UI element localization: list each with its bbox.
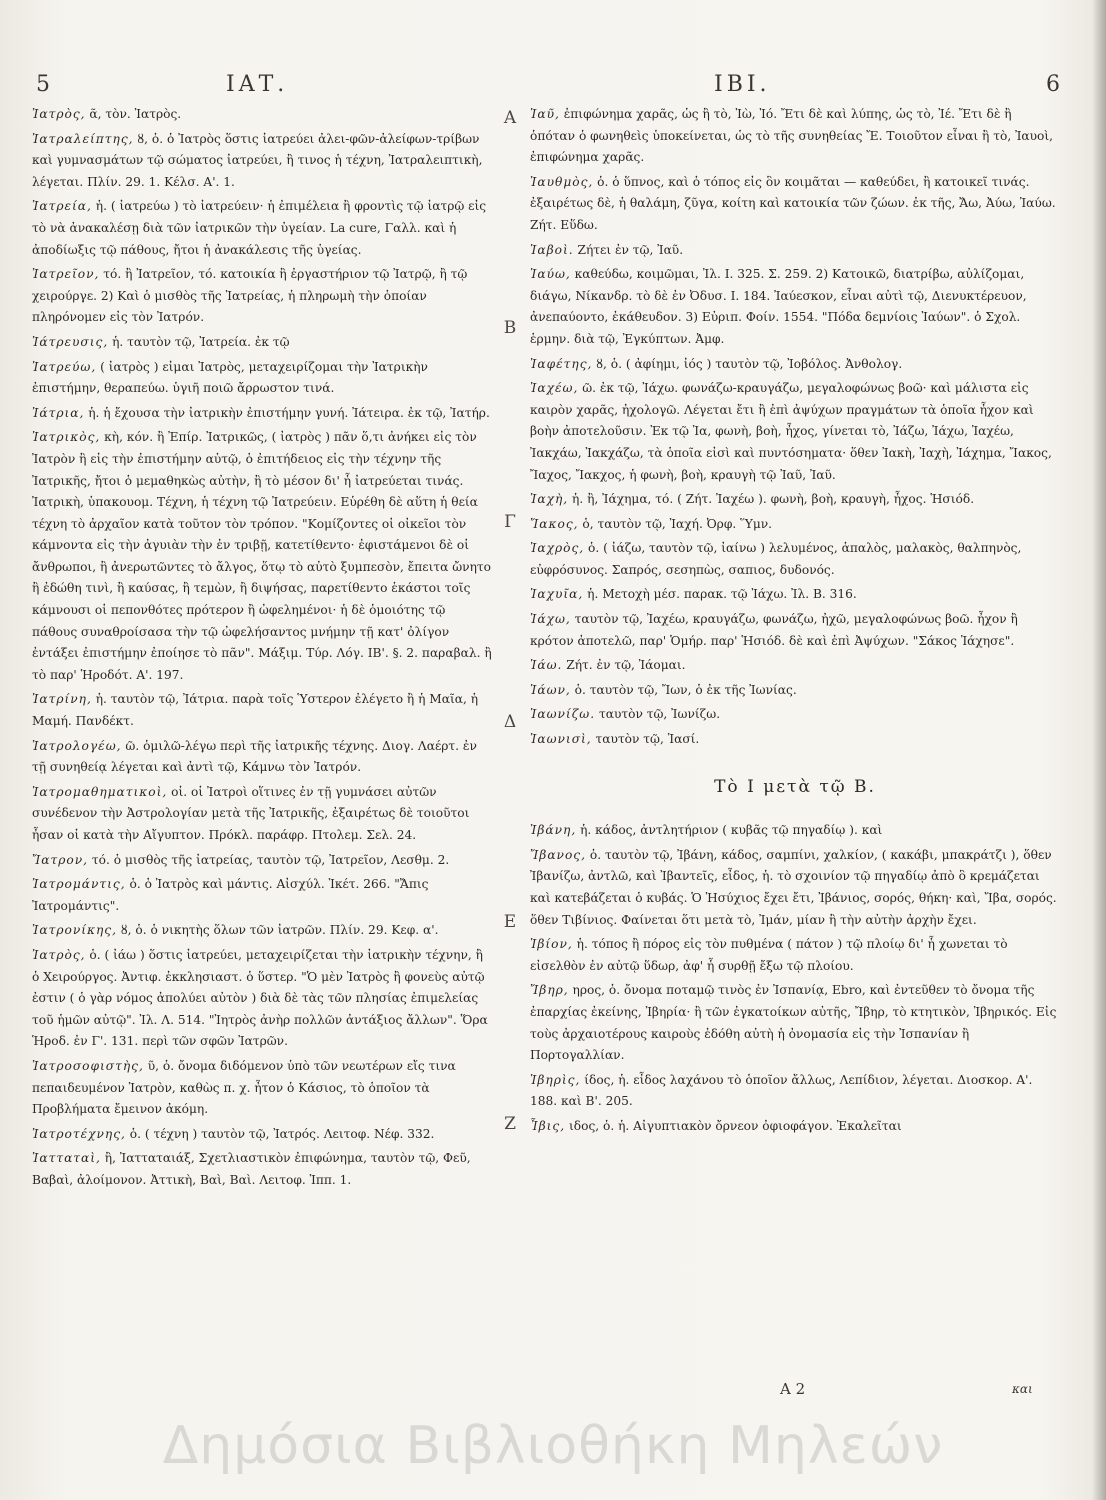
dictionary-entry [530, 104, 1060, 169]
library-watermark: Δημόσια Βιβλιοθήκη Μηλεών [162, 1416, 944, 1476]
entry-headword: Ἰάχω, [530, 612, 571, 627]
entry-headword: Ἰβάνη, [530, 823, 577, 838]
dictionary-entry [32, 1148, 494, 1191]
entry-definition: κὴ, κόν. ἢ Ἐπίρ. Ἰατρικῶς, ( ἰατρὸς ) πᾶν ὅ,τι ἀνήκει εἰς τὸν Ἰατρὸν ἢ εἰς τὴν ἐπιστήμην αὐτῷ, ὁ ἐπιτήδειος εἰς τὴν τέχνην τῆς Ἰατρικῆς, ἤτοι ὁ μεμαθηκὼς αὐτὴν, ἢ τὸ μέσον δι' ἧ ἰατρεύεται τινάς. Ἰατρικὴ, ὑπακουομ. Τέχνη, ἡ τέχνη τῷ Ἰατρεύειν. Εὑρέθη δὲ αὕτη ἡ θεία τέχνη τὸ ἀρχαῖον κατὰ τοῦτον τὸν τρόπον. "Κομίζοντες οἱ οἰκεῖοι τὸν κάμνοντα εἰς τὴν ἀγυιὰν τὴν ἐν τριβῇ, κατετίθεντο· ἐφιστάμενοι δὲ οἱ ἄνθρωποι, ἢ ἀνερωτῶντες τὸ ἄλγος, ὅτῳ τὸ αὐτὸ ξυμπεσὸν, ἔπειτα ὤνητο ἢ ἐδώθη τινὶ, ἢ καύσας, ἢ τεμὼν, ἢ διψήσας, παρετίθεντο ἑκάστοι τοῖς κάμνουσι οἱ πεπονθότες πρότερον ἢ ὠφελημένοι· ἡ δὲ ὁμοιότης τῷ πάθους συναθροίσασα τὴν τῷ ὠφελήσαντος μνήμην τῇ κατ' ὀλίγον ἐντάξει ἐπιστήμην ἐποίησε τὸ πᾶν". Μάξιμ. Τύρ. Λόγ. ΙΒ'. §. 2. παραβαλ. ἢ τὸ παρ' Ἡροδότ. Α'. 197. [32, 430, 492, 682]
entry-definition: ( ἰατρὸς ) εἰμαι Ἰατρὸς, μεταχειρίζομαι τὴν Ἰατρικὴν ἐπιστήμην, θεραπεύω. ὑγιῆ ποιῶ ἄρρωστον τινά. [32, 359, 428, 396]
entry-headword: Ἰάτρια, [32, 405, 85, 420]
dictionary-entry [530, 1116, 1060, 1138]
entry-headword: Ἰατρικὸς, [32, 430, 101, 445]
entry-headword: Ἴακος, [530, 516, 579, 531]
entry-headword: Ἰατταταὶ, [32, 1151, 101, 1166]
entry-definition: ἡ. ἢ, Ἰάχημα, τό. ( Ζήτ. Ἰαχέω ). φωνὴ, βοὴ, κραυγὴ, ἦχος. Ἡσιόδ. [568, 492, 975, 507]
entry-definition: ἢ, Ἰατταταιάξ, Σχετλιαστικὸν ἐπιφώνημα, ταυτὸν τῷ, Φεῦ, Βαβαὶ, ἀλοίμονον. Ἀττικὴ, Βαὶ, Βαὶ. Λειτοφ. Ἱππ. 1. [32, 1151, 471, 1187]
entry-headword: Ἰάτρευσις, [32, 334, 109, 349]
entry-headword: Ἰβίον, [530, 937, 573, 952]
dictionary-entry [32, 736, 494, 779]
right-section-entries-block [530, 820, 1060, 1137]
entry-definition: ἡ. κάδος, ἀντλητήριον ( κυβᾶς τῷ πηγαδίῳ ). καὶ [576, 823, 883, 838]
margin-letter-g: Γ [504, 512, 516, 532]
entry-definition: ȣ, ὁ. ὁ νικητὴς ὅλων τῶν ἰατρῶν. Πλίν. 29. Κεφ. α'. [117, 923, 439, 938]
entry-headword: Ἰβηρὶς, [530, 1072, 581, 1087]
dictionary-entry [32, 782, 494, 847]
entry-definition: ȣ, ὁ. ὁ Ἰατρὸς ὅστις ἰατρεύει ἀλει-φῶν-ἀλείφων-τρίβων καὶ γυμνασμάτων τῷ σώματος ἰατρεύει, ἢ τινος ἡ τέχνη, Ἰατραλειπτικὴ, λέγεται. Πλίν. 29. 1. Κέλσ. Α'. 1. [32, 131, 483, 189]
entry-definition: ὁ, ταυτὸν τῷ, Ἰαχή. Ὀρφ. Ὕμν. [578, 516, 773, 531]
entry-definition: ἐπιφώνημα χαρᾶς, ὡς ἢ τὸ, Ἰὼ, Ἰό. Ἔτι δὲ καὶ λύπης, ὡς τὸ, Ἰέ. Ἔτι δὲ ἢ ὁπόταν ὁ φωνηθεὶς ὑποκείνεται, ὡς τὸ τῆς συνηθείας Ἔ. Τοιοῦτον εἶναι ἢ τὸ, Ἰαυοὶ, ἐπιφώνημα χαρᾶς. [530, 107, 1054, 165]
catchword: και [1012, 1382, 1033, 1396]
dictionary-entry [530, 609, 1060, 652]
dictionary-entry [530, 264, 1060, 350]
entry-definition: ιδος, ὁ. ἡ. Αἰγυπτιακὸν ὄρνεον ὀφιοφάγον. Ἐκαλεῖται [565, 1118, 902, 1133]
dictionary-entry [530, 378, 1060, 486]
entry-definition: Ζήτ. ἐν τῷ, Ἰάομαι. [562, 658, 686, 673]
right-running-head: ΙΒΙ. [714, 72, 771, 97]
dictionary-entry [32, 1056, 494, 1121]
entry-definition: ἡ. τόπος ἢ πόρος εἰς τὸν πυθμένα ( πάτον ) τῷ πλοίῳ δι' ἧ χωνεται τὸ εἰσελθὸν ἐν αὐτῷ ὕδωρ, ἀφ' ἧ συρθῇ ἔξω τῷ πλοίου. [530, 937, 1008, 973]
entry-headword: Ἰατροτέχνης, [32, 1126, 126, 1141]
dictionary-entry [530, 820, 1060, 842]
margin-letter-d: Δ [503, 712, 517, 732]
entry-headword: Ἶβις, [530, 1118, 566, 1133]
entry-headword: Ἰαχυῖα, [530, 587, 584, 602]
dictionary-entry [32, 264, 494, 329]
entry-headword: Ἰαβοὶ. [530, 242, 574, 257]
dictionary-entry [530, 514, 1060, 536]
entry-definition: Ζήτει ἐν τῷ, Ἰαῦ. [573, 242, 684, 257]
entry-definition: ταυτὸν τῷ, Ἰωνίζω. [595, 707, 721, 722]
entry-definition: ἡ. ἡ ἔχουσα τὴν ἰατρικὴν ἐπιστήμην γυνή. Ἰάτειρα. ἐκ τῷ, Ἰατήρ. [84, 405, 490, 420]
dictionary-entry [32, 357, 494, 400]
entry-headword: Ἰατρομάντις, [32, 877, 126, 892]
entry-definition: ἡ. ( ἰατρεύω ) τὸ ἰατρεύειν· ἡ ἐπιμέλεια ἢ φροντὶς τῷ ἰατρῷ εἰς τὸ νὰ ἀνακαλέσῃ διὰ τῶν ἰατρικῶν τὴν ὑγείαν. La cure, Γαλλ. καὶ ἡ ἀποδίωξις τῷ πάθους, ἤτοι ἡ ἀνακάλεσις τῆς ὑγείας. [32, 199, 487, 257]
dictionary-entry [32, 689, 494, 732]
entry-headword: Ἰατρεύω, [32, 359, 97, 374]
margin-letter-e: Ε [503, 912, 517, 932]
entry-definition: ἡ. ταυτὸν τῷ, Ἰατρεία. ἐκ τῷ [108, 334, 290, 349]
entry-headword: Ἴβανος, [530, 847, 586, 862]
dictionary-entry [32, 427, 494, 686]
left-running-head: ΙΑΤ. [226, 72, 289, 97]
entry-headword: Ἰατρομαθηματικοὶ, [32, 784, 168, 799]
entry-headword: Ἰατραλείπτης, [32, 131, 134, 146]
entry-definition: ὁ. ( ἰάζω, ταυτὸν τῷ, ἰαίνω ) λελυμένος, ἁπαλὸς, μαλακὸς, θαλπηνὸς, εὐφρόσυνος. Σαπρός, σεσηπὼς, σαπιος, δυδονός. [530, 541, 1022, 577]
dictionary-entry [530, 980, 1060, 1066]
entry-headword: Ἰατροσοφιστὴς, [32, 1058, 144, 1073]
left-column [32, 104, 494, 1382]
entry-definition: ῶ. ἐκ τῷ, Ἰάχω. φωνάζω-κραυγάζω, μεγαλοφώνως βοῶ· καὶ μάλιστα εἰς καιρὸν χαρᾶς, ἠχολογῶ. Λέγεται ἔτι ἢ ἐπὶ ἀψύχων πραγμάτων τὰ ὁποῖα ἦχον καὶ βοὴν ἀποτελοῦσιν. Ἐκ τῷ Ἰα, φωνὴ, βοὴ, ἦχος, γίνεται τὸ, Ἰάζω, Ἰάχω, Ἰαχέω, Ἰακχάω, Ἰακχάζω, τὰ ὁποῖα εἰσὶ καὶ πυντόσηματα· ὅθεν Ἰακὴ, Ἰαχὴ, Ἰάχημα, Ἴακος, Ἴαχος, Ἴακχος, ἡ φωνὴ, βοὴ, κραυγὴ τῷ Ἰαῦ, Ἰαῦ. [530, 381, 1052, 482]
entry-headword: Ἰάων, [530, 682, 571, 697]
right-entries-block [530, 104, 1060, 751]
entry-headword: Ἰαφέτης, [530, 356, 593, 371]
entry-headword: Ἰαχὴ, [530, 492, 569, 507]
entry-definition: οἱ. οἱ Ἰατροὶ οἵτινες ἐν τῇ γυμνάσει αὐτῶν συνέδενον τὴν Ἀστρολογίαν μετὰ τῆς Ἰατρικῆς, ἐξαιρέτως δὲ τοιοῦτοι ἦσαν οἱ κατὰ τὴν Αἴγυπτον. Πρόκλ. παράφρ. Πτολεμ. Σελ. 24. [32, 784, 470, 842]
entry-definition: ἡ. ταυτὸν τῷ, Ἰάτρια. παρὰ τοῖς Ὑστερον ἐλέγετο ἢ ἡ Μαῖα, ἡ Μαμή. Πανδέκτ. [32, 692, 479, 729]
entry-definition: τό. ἢ Ἰατρεῖον, τό. κατοικία ἢ ἐργαστήριον τῷ Ἰατρῷ, ἢ τῷ χειρούργε. 2) Καὶ ὁ μισθὸς τῆς Ἰατρείας, ἡ πληρωμὴ τὴν ὁποίαν πληρόνομεν εἰς τὸν Ἰατρόν. [32, 267, 468, 325]
entry-headword: Ἰαῦ, [530, 107, 560, 121]
entry-definition: τό. ὁ μισθὸς τῆς ἰατρείας, ταυτὸν τῷ, Ἰατρεῖον, Λεσθμ. 2. [88, 852, 450, 867]
dictionary-entry [32, 403, 494, 425]
section-heading: Τὸ Ι μετὰ τῷ Β. [714, 776, 876, 797]
margin-letter-a: Α [503, 108, 517, 128]
entry-headword: Ἰατρὸς, [32, 107, 86, 121]
entry-definition: ἡ. Μετοχὴ μέσ. παρακ. τῷ Ἰάχω. Ἰλ. Β. 316. [583, 587, 857, 602]
dictionary-entry [32, 945, 494, 1053]
dictionary-entry [32, 196, 494, 261]
dictionary-entry [530, 680, 1060, 702]
entry-definition: ὁ. ὁ Ἰατρὸς καὶ μάντις. Αἰσχύλ. Ἱκέτ. 266. "Ἄπις Ἰατρομάντις". [32, 877, 429, 913]
entry-definition: ηρος, ὁ. ὄνομα ποταμῷ τινὸς ἐν Ἰσπανίᾳ, Ebro, καὶ ἐντεῦθεν τὸ ὄνομα τῆς ἐπαρχίας ἐκείνης, Ἰβηρία· ἢ τῶν ἐγκατοίκων αὐτῆς, Ἴβηρ, τὸ κτητικὸν, Ἰβηρικός. Εἰς τοὺς ἀρχαιοτέρους καιροὺς ἐδόθη αὐτὴ ἡ ὀνομασία εἰς τὴν Ἰσπανίαν ἢ Πορτογαλλίαν. [530, 983, 1057, 1063]
entry-headword: Ἰαωνισὶ, [530, 732, 592, 747]
entry-headword: Ἰατρονίκης, [32, 923, 118, 938]
entry-headword: Ἰατρὸς, [32, 947, 86, 962]
entry-definition: ὁ. ( τέχνη ) ταυτὸν τῷ, Ἰατρός. Λειτοφ. Νέφ. 332. [125, 1126, 435, 1141]
dictionary-entry [32, 104, 494, 126]
dictionary-entry [32, 874, 494, 917]
entry-headword: Ἰατρολογέω, [32, 738, 122, 753]
dictionary-entry [530, 704, 1060, 726]
entry-definition: ὁ. ὁ ὕπνος, καὶ ὁ τόπος εἰς ὃν κοιμᾶται — καθεύδει, ἢ κατοικεῖ τινάς. ἐξαιρέτως δὲ, ἡ θαλάμη, ζῦγα, κοίτη καὶ κατοικία τῶν ζώων. ἐκ τῆς, Ἄω, Ἀύω, Ἰαύω. Ζήτ. Εὕδω. [530, 174, 1056, 232]
right-column [530, 104, 1060, 1382]
entry-headword: Ἰαωνίζω. [530, 707, 596, 722]
dictionary-entry [32, 920, 494, 942]
dictionary-entry [530, 845, 1060, 931]
margin-letter-b: Β [503, 318, 517, 338]
dictionary-entry [530, 934, 1060, 977]
entry-definition: ταυτὸν τῷ, Ἰασί. [591, 732, 700, 747]
entry-headword: Ἰατρίνη, [32, 692, 92, 707]
entry-headword: Ἰαχρὸς, [530, 541, 585, 556]
signature-mark: Α 2 [780, 1380, 806, 1398]
entry-headword: Ἴβηρ, [530, 983, 569, 998]
dictionary-entry [530, 1070, 1060, 1113]
dictionary-entry [32, 129, 494, 194]
dictionary-entry [530, 354, 1060, 376]
dictionary-entry [530, 240, 1060, 262]
entry-definition: ὁ. ταυτὸν τῷ, Ἰβάνη, κάδος, σαμπίνι, χαλκίον, ( κακάβι, μπακράτζι ), ὅθεν Ἰβανίζω, ἀντλῶ, καὶ Ἰβαντεῖς, εἶδος, ἡ. τὸ σχοινίον τῷ πηγαδίῳ ἀπὸ ὃ κρεμάζεται καὶ κατεβάζεται ὁ κυβάς. Ὁ Ἡσύχιος ἔχει ἔτι, Ἰβάνιος, σορός, θήκη· καὶ, Ἴβα, σορός. ὅθεν Τιβίνιος. Φαίνεται ὅτι μετὰ τὸ, Ἰμάν, μίαν ἢ τὴν αὐτὴν ἀρχὴν ἔχει. [530, 847, 1057, 927]
entry-definition: ῶ. ὁμιλῶ-λέγω περὶ τῆς ἰατρικῆς τέχνης. Διογ. Λαέρτ. ἐν τῇ συνηθείᾳ λέγεται καὶ ἀντὶ τῷ, Κάμνω τὸν Ἰατρόν. [32, 738, 477, 775]
entry-definition: ῦ, ὁ. ὄνομα διδόμενον ὑπὸ τῶν νεωτέρων εἴς τινα πεπαιδευμένον Ἰατρὸν, καθὼς π. χ. ἦτον ὁ Κάσιος, τὸ ὁποῖον τὰ Προβλήματα ἔμεινον ἀκόμη. [32, 1058, 456, 1117]
entry-headword: Ἰατρεία, [32, 199, 92, 214]
dictionary-entry [530, 172, 1060, 237]
dictionary-entry [530, 729, 1060, 751]
entry-definition: ίδος, ἡ. εἶδος λαχάνου τὸ ὁποῖον ἄλλως, Λεπίδιον, λέγεται. Διοσκορ. Α'. 188. καὶ Β'. 205. [530, 1072, 1033, 1109]
dictionary-entry [530, 655, 1060, 677]
right-page-number: 6 [1046, 72, 1060, 97]
entry-headword: Ἰαύω, [530, 267, 571, 282]
dictionary-entry [530, 489, 1060, 511]
page-edge-shadow [1092, 0, 1106, 1500]
dictionary-entry [530, 538, 1060, 581]
entry-definition: ᾶ, τὸν. Ἰατρὸς. [85, 107, 182, 121]
dictionary-entry [32, 332, 494, 354]
dictionary-entry [530, 584, 1060, 606]
entry-headword: Ἴατρον, [32, 852, 89, 867]
entry-headword: Ἰαχέω, [530, 381, 579, 396]
entry-headword: Ἰάω. [530, 658, 563, 673]
entry-definition: ὁ. ταυτὸν τῷ, Ἴων, ὁ ἐκ τῆς Ἰωνίας. [570, 682, 797, 697]
margin-letter-z: Ζ [504, 1114, 516, 1134]
entry-definition: ὁ. ( ἰάω ) ὅστις ἰατρεύει, μεταχειρίζεται τὴν ἰατρικὴν τέχνην, ἢ ὁ Χειρούργος. Ἀντιφ. ἐκκλησιαστ. ὁ ὕστερ. "Ὁ μὲν Ἰατρὸς ἢ φονεὺς αὐτῷ ἐστιν ( ὁ γὰρ νόμος ἀπολύει αὐτὸν ) διὰ δὲ τὰς τῶν πλησίας ἐπιμελείας τοῦ ἡμῶν αὐτῷ". Ἰλ. Λ. 514. "Ἰητρὸς ἀνὴρ πολλῶν ἀντάξιος ἄλλων". Ὅρα Ἡροδ. ἐν Γ'. 131. περὶ τῶν σφῶν Ἰατρῶν. [32, 947, 488, 1049]
dictionary-entry [32, 1124, 494, 1146]
left-page-number: 5 [36, 72, 50, 97]
entry-definition: ταυτὸν τῷ, Ἰαχέω, κραυγάζω, φωνάζω, ἠχῶ, μεγαλοφώνως βοῶ. ἦχον ἢ κρότον ἀποτελῶ, παρ' Ὁμήρ. παρ' Ἡσιόδ. δὲ καὶ ἐπὶ Ἀψύχων. "Σάκος Ἰάχησε". [530, 612, 1018, 648]
entry-headword: Ἰατρεῖον, [32, 267, 100, 282]
entry-definition: ȣ, ὁ. ( ἀφίημι, ἰός ) ταυτὸν τῷ, Ἰοβόλος. Ἀνθολογ. [592, 356, 903, 371]
dictionary-entry [32, 850, 494, 872]
entry-headword: Ἰαυθμὸς, [530, 174, 594, 189]
entry-definition: καθεύδω, κοιμῶμαι, Ἰλ. Ι. 325. Σ. 259. 2) Κατοικῶ, διατρίβω, αὐλίζομαι, διάγω, Νίκανδρ. τὸ δὲ ἐν Ὀδυσ. Ι. 184. Ἰαύεσκον, εἶναι αὐτὶ τῷ, Διενυκτέρευον, ἀνεπαύοντο, ἐκάθευδον. 3) Εὐριπ. Φοίν. 1554. "Πόδα δεμνίοις Ἰαύων". ὁ Σχολ. ἑρμην. διὰ τῷ, Ἐγκύπτων. Ἀμφ. [530, 267, 1027, 346]
